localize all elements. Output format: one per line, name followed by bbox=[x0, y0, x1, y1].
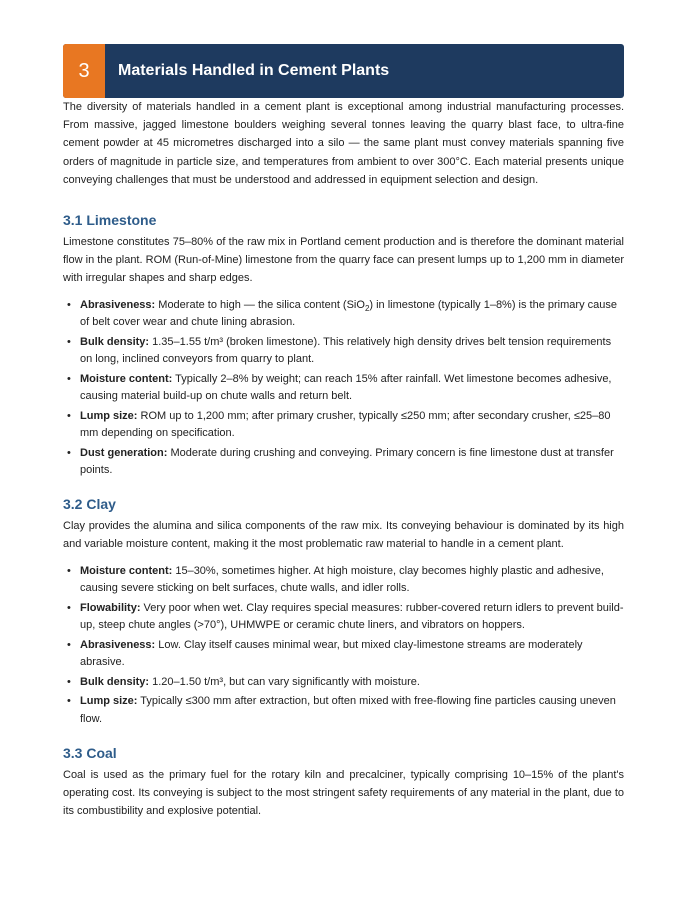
section-heading-clay: 3.2 Clay bbox=[63, 496, 116, 513]
clay-paragraph: Clay provides the alumina and silica components of the raw mix. Its conveying behaviour is dominated by its high and variable moisture content, making it the most problematic raw material to handle in a cement plant. bbox=[63, 520, 624, 551]
chapter-number: 3 bbox=[63, 44, 105, 98]
chapter-title: Materials Handled in Cement Plants bbox=[118, 62, 390, 79]
list-item bbox=[63, 674, 624, 691]
intro-paragraph: The diversity of materials handled in a cement plant is exceptional among industrial manufacturing processes. From massive, jagged limestone boulders weighing several tonnes leaving the quarry blast face, to ultra-fine cement powder at 45 micrometres discharged into a silo — the same plant must convey materials spanning five orders of magnitude in particle size, and temperatures from ambient to over 300°C. Each material presents unique conveying challenges that must be understood and addressed in equipment selection and design. bbox=[63, 101, 624, 186]
limestone-paragraph: Limestone constitutes 75–80% of the raw mix in Portland cement production and is therefore the dominant material flow in the plant. ROM (Run-of-Mine) limestone from the quarry face can present lumps up to 1,200 mm in diameter with irregular shapes and sharp edges. bbox=[63, 236, 624, 285]
bullet-term: Bulk density: bbox=[80, 335, 150, 348]
bullet-term: Abrasiveness: bbox=[80, 298, 156, 311]
list-item bbox=[63, 637, 624, 672]
list-item bbox=[63, 563, 624, 598]
bullet-term: Lump size: bbox=[80, 409, 138, 422]
bullet-text: ROM up to 1,200 mm; after primary crusher, typically ≤250 mm; after secondary crusher, ≤25–80 mm depending on specification. bbox=[80, 409, 611, 439]
subscript: 2 bbox=[364, 303, 370, 313]
bullet-term: Moisture content: bbox=[80, 564, 173, 577]
section-heading-limestone: 3.1 Limestone bbox=[63, 212, 157, 229]
bullet-text: Very poor when wet. Clay requires special measures: rubber-covered return idlers to prevent build-up, steep chute angles (>70°), UHMWPE or ceramic chute liners, and vibrators on hoppers. bbox=[80, 601, 624, 631]
bullet-text: Typically 2–8% by weight; can reach 15% after rainfall. Wet limestone becomes adhesive, causing material build-up on chute walls and return belt. bbox=[80, 372, 612, 402]
bullet-term: Moisture content: bbox=[80, 372, 173, 385]
list-item bbox=[63, 408, 624, 443]
bullet-text: Moderate during crushing and conveying. Primary concern is fine limestone dust at transfer points. bbox=[80, 446, 614, 476]
bullet-text: Low. Clay itself causes minimal wear, but mixed clay-limestone streams are moderately abrasive. bbox=[80, 638, 583, 668]
bullet-term: Dust generation: bbox=[80, 446, 168, 459]
document-page bbox=[63, 44, 624, 820]
clay-bullets bbox=[63, 563, 624, 728]
list-item bbox=[63, 297, 624, 332]
bullet-text: 1.20–1.50 t/m³, but can vary significantly with moisture. bbox=[149, 675, 420, 688]
list-item bbox=[63, 445, 624, 480]
bullet-term: Lump size: bbox=[80, 695, 138, 708]
bullet-text: 15–30%, sometimes higher. At high moisture, clay becomes highly plastic and adhesive, causing severe sticking on belt surfaces, chute walls, and idler rolls. bbox=[80, 564, 604, 594]
bullet-text: Moderate to high — the silica content (SiO bbox=[155, 298, 365, 311]
limestone-bullets bbox=[63, 297, 624, 480]
coal-paragraph: Coal is used as the primary fuel for the rotary kiln and precalciner, typically comprising 10–15% of the plant's operating cost. Its conveying is subject to the most stringent safety requirements of any material in the plant, due to its combustibility and explosive potential. bbox=[63, 768, 624, 818]
bullet-term: Flowability: bbox=[80, 601, 141, 614]
bullet-text: Typically ≤300 mm after extraction, but often mixed with free-flowing fine particles causing uneven flow. bbox=[80, 695, 616, 725]
list-item bbox=[63, 693, 624, 728]
bullet-term: Bulk density: bbox=[80, 675, 150, 688]
bullet-term: Abrasiveness: bbox=[80, 638, 156, 651]
bullet-text: ) in limestone (typically 1–8%) is the primary cause of belt cover wear and chute lining abrasion. bbox=[80, 298, 617, 328]
list-item bbox=[63, 600, 624, 635]
list-item bbox=[63, 371, 624, 406]
bullet-text: 1.35–1.55 t/m³ (broken limestone). This relatively high density drives belt tension requirements on long, inclined conveyors from quarry to plant. bbox=[80, 335, 612, 365]
chapter-banner bbox=[63, 44, 624, 98]
section-heading-coal: 3.3 Coal bbox=[63, 744, 117, 761]
list-item bbox=[63, 334, 624, 369]
